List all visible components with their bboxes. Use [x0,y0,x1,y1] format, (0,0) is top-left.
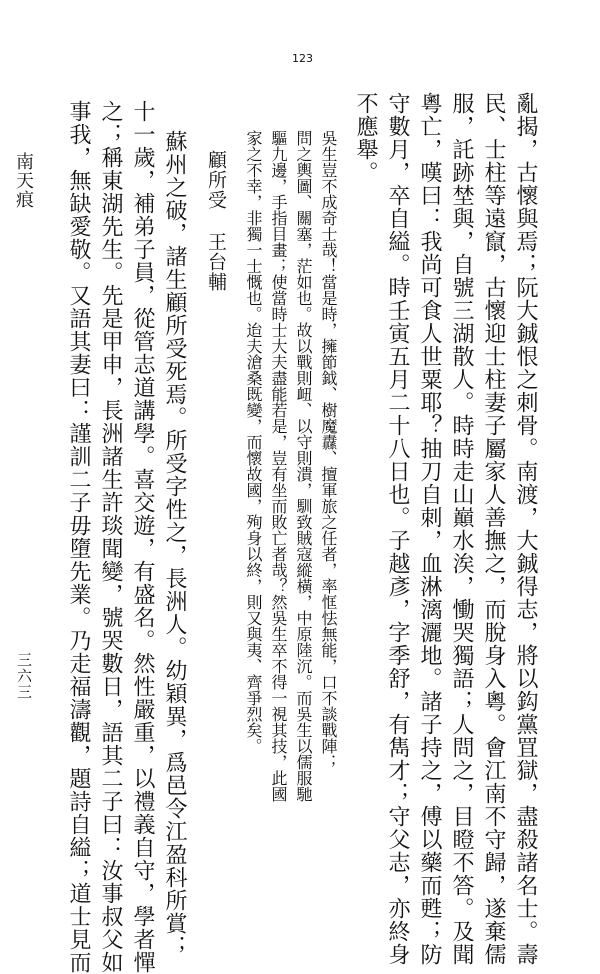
text-column-2: 民、士柱等遠竄，古懷迎士柱妻子屬家人善撫之，而脫身入粵。會江南不守歸，遂棄儒 [481,92,506,966]
commentary-column-2: 問之輿圖、關塞，茫如也。故以戰則衄、以守則潰，馴致賊寇縱橫，中原陸沉。而吳生以儒服馳 [294,130,313,802]
commentary-column-3: 驅九邊，手指目畫；使當時士大夫盡能若是，豈有坐而敗亡者哉？然吳生卒不得一視其技，此國 [269,130,288,802]
top-mark: 123 [292,52,313,65]
commentary-column-4: 家之不幸，非獨一士慨也。迨夫滄桑既變，而懷故國，殉身以終，則又與夷、齊爭烈矣。 [244,130,263,754]
text-column-1: 亂揭，古懷與焉；阮大鋮恨之刺骨。南渡，大鋮得志，將以鈎黨罝獄，盡殺諸名士。壽 [513,92,538,966]
text-column-9: 之；稱東湖先生。先是甲申，長洲諸生許琰聞變，號哭數日，語其二子曰：汝事叔父如 [98,100,123,974]
text-column-7: 蘇州之破，諸生顧所受死焉。所受字性之，長洲人。幼穎異，爲邑令江盈科所賞； [162,130,187,958]
biography-title: 顧所受 [205,150,227,210]
text-column-10: 事我，無缺愛敬。又語其妻曰：謹訓二子毋墮先業。乃走福濤觀，題詩自縊；道士見而 [66,100,91,974]
text-column-6: 不應舉。 [353,92,378,184]
running-title: 南天痕 [13,152,34,209]
commentary-column-1: 吳生豈不成奇士哉！當是時，擁節鉞、樹魔纛、擅軍旅之任者，率恇怯無能，口不談戰陣； [319,130,338,770]
page-number: 三六三 [15,652,33,700]
text-column-5: 守數月，卒自縊。時壬寅五月二十八日也。子越彥，字季舒，有雋才；守父志，亦終身 [385,92,410,966]
text-column-8: 十一歲，補弟子員，從管志道講學。喜交遊，有盛名。然性嚴重，以禮義自守，學者憚 [130,100,155,974]
text-column-3: 服，託跡埜與，自號三湖散人。時時走山巔水涘，慟哭獨語；人問之，目瞪不答。及聞 [449,92,474,966]
biography-author: 王台輔 [205,232,227,292]
text-column-4: 粵亡，嘆曰：我尚可食人世粟耶？抽刀自刺，血淋漓灑地。諸子持之，傅以藥而甦；防 [417,92,442,966]
